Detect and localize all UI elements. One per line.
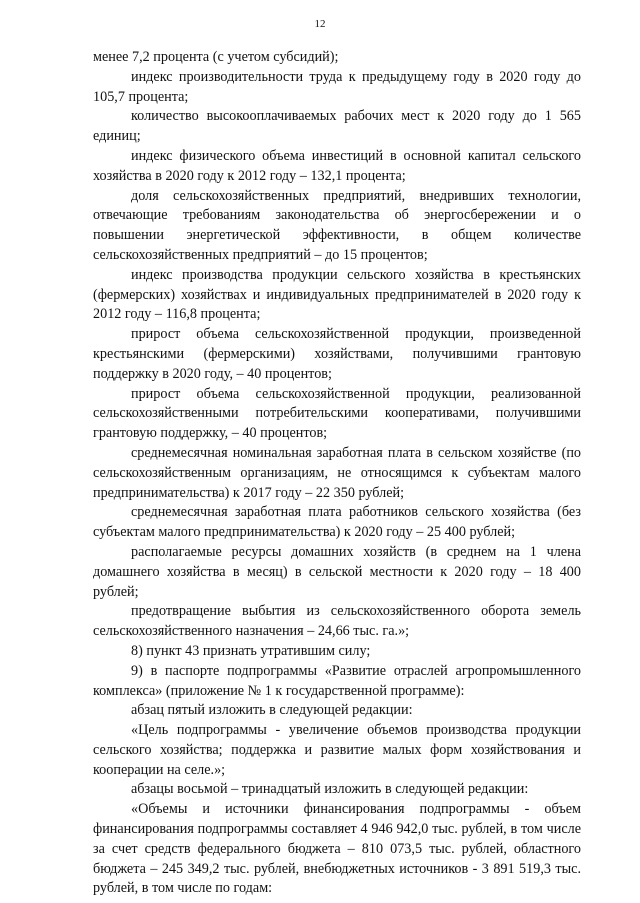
paragraph: количество высокооплачиваемых рабочих мест к 2020 году до 1 565 единиц; xyxy=(93,108,581,145)
paragraph: прирост объема сельскохозяйственной продукции, реализованной сельскохозяйственными потребительскими кооперативами, получившими грантовую поддержку, – 40 процентов; xyxy=(93,385,581,442)
paragraph: индекс физического объема инвестиций в основной капитал сельского хозяйства в 2020 году к 2012 году – 132,1 процента; xyxy=(93,147,581,184)
paragraph: «Объемы и источники финансирования подпрограммы - объем финансирования подпрограммы составляет 4 946 942,0 тыс. рублей, в том числе за счет средств федерального бюджета – 810 073,5 тыс. рублей, областного бюджета – 245 349,2 тыс. рублей, внебюджетных источников - 3 891 519,3 тыс. рублей, в том числе по годам: xyxy=(93,801,581,897)
paragraph: «Цель подпрограммы - увеличение объемов производства продукции сельского хозяйства; поддержка и развитие малых форм хозяйствования и кооперации на селе.»; xyxy=(93,722,581,778)
paragraph: абзацы восьмой – тринадцатый изложить в следующей редакции: xyxy=(131,781,529,798)
paragraph: индекс производства продукции сельского хозяйства в крестьянских (фермерских) хозяйствах и индивидуальных предпринимателей в 2020 году к 2012 году – 116,8 процента; xyxy=(93,266,581,323)
paragraph: располагаемые ресурсы домашних хозяйств (в среднем на 1 члена домашнего хозяйства в месяц) в сельской местности к 2020 году – 18 400 рублей; xyxy=(93,543,581,600)
paragraph: 8) пункт 43 признать утратившим силу; xyxy=(131,642,371,659)
paragraph: доля сельскохозяйственных предприятий, внедривших технологии, отвечающие требованиям законодательства об энергосбережении и о повышении энергетической эффективности, в общем количестве сельскохозяйственных предприятий – до 15 процентов; xyxy=(93,187,581,263)
paragraph: среднемесячная заработная плата работников сельского хозяйства (без субъектам малого предпринимательства) к 2020 году – 25 400 рублей; xyxy=(93,504,581,541)
paragraph: индекс производительности труда к предыдущему году в 2020 году до 105,7 процента; xyxy=(93,68,581,105)
paragraph: менее 7,2 процента (с учетом субсидий); xyxy=(93,49,339,65)
paragraph: прирост объема сельскохозяйственной продукции, произведенной крестьянскими (фермерскими) хозяйствами, получившими грантовую поддержку в 2020 году, – 40 процентов; xyxy=(93,326,581,382)
paragraph: 9) в паспорте подпрограммы «Развитие отраслей агропромышленного комплекса» (приложение № 1 к государственной программе): xyxy=(93,662,581,699)
page-number: 12 xyxy=(314,18,326,30)
paragraph: абзац пятый изложить в следующей редакции: xyxy=(131,702,413,719)
paragraph: среднемесячная номинальная заработная плата в сельском хозяйстве (по сельскохозяйственным организациям, не относящимся к субъектам малого предпринимательства) к 2017 году – 22 350 рублей; xyxy=(93,444,581,501)
document-body xyxy=(93,48,581,899)
paragraph: предотвращение выбытия из сельскохозяйственного оборота земель сельскохозяйственного назначения – 24,66 тыс. га.»; xyxy=(93,603,581,640)
